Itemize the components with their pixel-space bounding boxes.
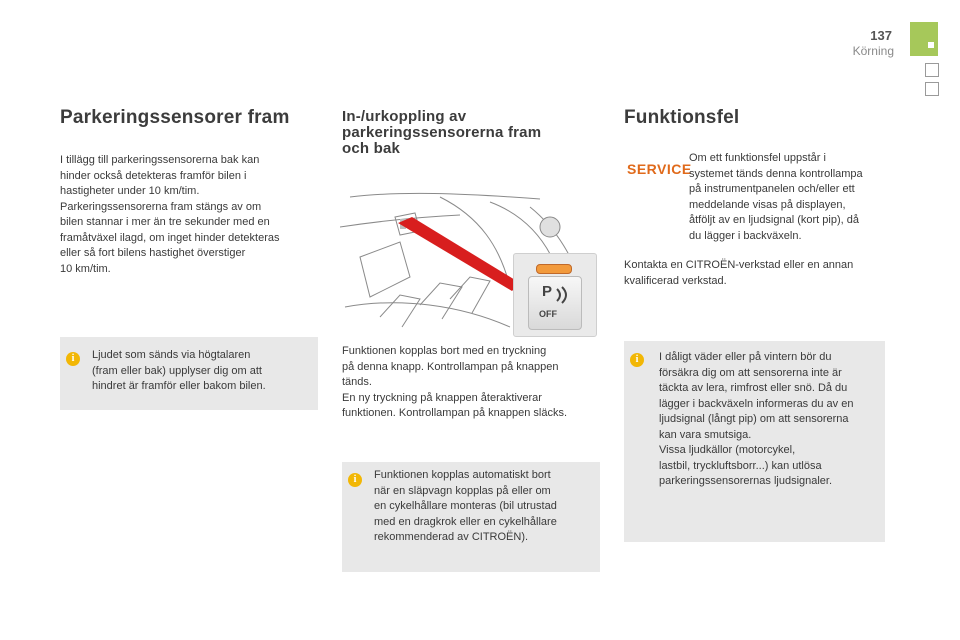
note-box xyxy=(342,462,600,572)
section-heading-toggle: In-/urkoppling av parkeringssensorerna fram och bak xyxy=(342,108,542,157)
section-heading-malfunction: Funktionsfel xyxy=(624,107,740,128)
toggle-body: Funktionen kopplas bort med en tryckning på denna knapp. Kontrollampan på knappen tänds. En ny tryckning på knappen återaktiverar funktionen. Kontrollampan på knappen släcks. xyxy=(342,345,568,419)
note-box xyxy=(624,341,885,542)
section-name: Körning xyxy=(852,44,894,58)
parking-sensor-button[interactable] xyxy=(513,253,597,337)
note-text: Ljudet som sänds via högtalaren (fram eller bak) upplyser dig om att hindret är framför eller bakom bilen. xyxy=(92,349,266,392)
malfunction-lamp-text: Om ett funktionsfel uppstår i systemet tänds denna kontrollampa på instrumentpanelen och/eller ett meddelande visas på displayen, åtföljt av en ljudsignal (kort pip), då du lägger i backväxeln. xyxy=(689,152,863,242)
chapter-tab xyxy=(925,63,939,77)
chapter-tab-active xyxy=(910,22,938,56)
section-heading-front-sensors: Parkeringssensorer fram xyxy=(60,107,290,128)
chapter-tab xyxy=(925,82,939,96)
note-box xyxy=(60,337,318,410)
note-text: I dåligt väder eller på vintern bör du försäkra dig om att sensorerna inte är täckta av lera, rimfrost eller snö. Då du lägger i backväxeln informeras du av en ljudsignal (långt pip) om att sensorerna kan vara smutsiga. Vissa ljudkällor (motorcykel, lastbil, tryckluftsborr...) kan utlösa parkeringssensorernas ljudsignaler. xyxy=(659,351,854,487)
button-indicator-lamp xyxy=(536,264,572,274)
parking-sensor-icon: P xyxy=(542,283,553,300)
front-sensors-body: I tillägg till parkeringssensorerna bak kan hinder också detekteras framför bilen i hastigheter under 10 km/tim. Parkeringssensorerna fram stängs av om bilen stannar i mer än tre sekunder med en framåtväxel ilagd, om inget hinder detekteras eller så fort bilens hastighet överstiger 10 km/tim. xyxy=(60,154,280,275)
info-icon: i xyxy=(630,353,644,367)
page-number: 137 xyxy=(870,28,892,43)
malfunction-body: Kontakta en CITROËN-verkstad eller en annan kvalificerad verkstad. xyxy=(624,259,854,287)
sound-waves-icon xyxy=(555,285,573,305)
service-warning-icon: SERVICE xyxy=(627,161,692,177)
button-off-label: OFF xyxy=(539,309,557,319)
info-icon: i xyxy=(66,352,80,366)
button-face xyxy=(528,276,582,330)
note-text: Funktionen kopplas automatiskt bort när en släpvagn kopplas på eller om en cykelhållare monteras (bil utrustad med en dragkrok eller en cykelhållare rekommenderad av CITROËN). xyxy=(374,469,557,543)
info-icon: i xyxy=(348,473,362,487)
